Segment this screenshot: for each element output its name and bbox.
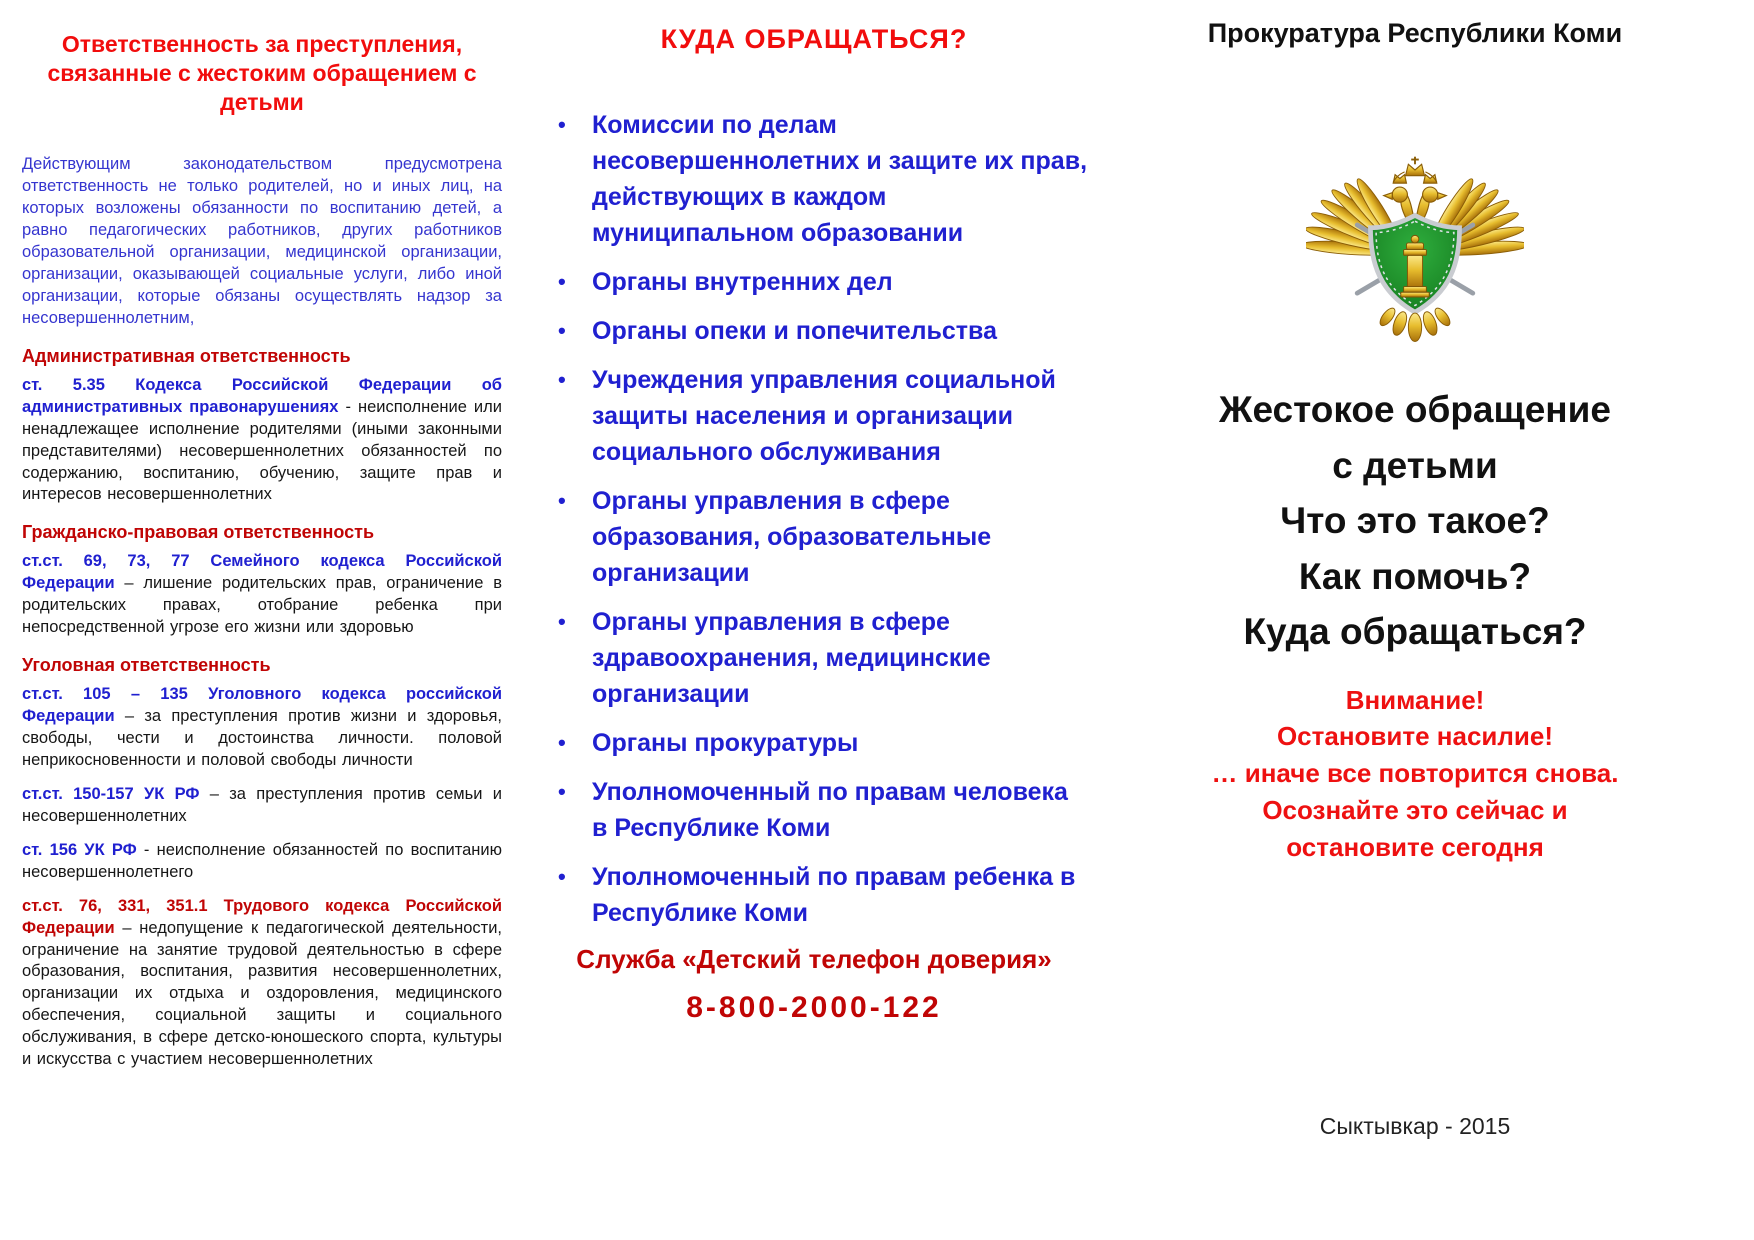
list-item <box>558 604 1090 712</box>
section-heading-civil: Гражданско-правовая ответственность <box>22 522 375 543</box>
list-item <box>558 725 1090 761</box>
article-reference: ст.ст. 105 – 135 Уголовного кодекса российской Федерации <box>22 685 502 726</box>
prosecutor-office-header: Прокуратура Республики Коми <box>1207 18 1623 48</box>
list-item <box>558 362 1090 470</box>
brochure-title <box>1095 382 1735 660</box>
imprint-city-year: Сыктывкар - 2015 <box>1319 1113 1511 1139</box>
article-reference: ст. 5.35 Кодекса Российской Федерации об административных правонарушениях <box>22 375 502 416</box>
list-item-text: Органы внутренних дел <box>592 268 893 296</box>
law-item <box>22 840 502 884</box>
list-item-text: Уполномоченный по правам человека в Республике Коми <box>592 778 1068 842</box>
law-item <box>22 784 502 828</box>
right-column <box>1095 18 1735 1218</box>
article-description: – лишение родительских прав, ограничение в родительских правах, отобрание ребенка при непосредственной угрозе его жизни или здоровью <box>22 574 502 637</box>
section-heading-criminal: Уголовная ответственность <box>22 655 271 676</box>
where-to-apply-list <box>538 107 1090 931</box>
brochure-title-line: Куда обращаться? <box>1243 611 1587 652</box>
list-item <box>558 774 1090 846</box>
list-item <box>558 483 1090 591</box>
list-item-text: Органы прокуратуры <box>592 729 859 757</box>
law-item <box>22 375 502 507</box>
middle-column <box>538 24 1090 1025</box>
prosecutor-emblem-icon <box>1095 149 1735 354</box>
list-item <box>558 859 1090 931</box>
list-item-text: Комиссии по делам несовершеннолетних и защите их прав, действующих в каждом муниципальном образовании <box>592 111 1088 247</box>
bullet-icon: • <box>558 609 566 634</box>
bullet-icon: • <box>558 269 566 294</box>
warning-line: … иначе все повторится снова. <box>1211 758 1619 789</box>
list-item <box>558 264 1090 300</box>
law-item <box>22 896 502 1072</box>
law-item <box>22 551 502 639</box>
brochure-title-line: Жестокое обращение <box>1219 389 1611 430</box>
left-column <box>22 30 502 1083</box>
bullet-icon: • <box>558 730 566 755</box>
list-item-text: Органы управления в сфере здравоохранения, медицинские организации <box>592 608 991 708</box>
hotline-label: Служба «Детский телефон доверия» <box>576 944 1052 974</box>
bullet-icon: • <box>558 112 566 137</box>
warning-line: Остановите насилие! <box>1276 721 1554 752</box>
article-reference: ст.ст. 76, 331, 351.1 Трудового кодекса Российской Федерации <box>22 896 502 937</box>
warning-line: Осознайте это сейчас и <box>1262 795 1568 826</box>
list-item <box>558 107 1090 251</box>
article-reference: ст. 156 УК РФ <box>22 840 137 859</box>
law-item <box>22 684 502 772</box>
intro-paragraph: Действующим законодательством предусмотрена ответственность не только родителей, но и иных лиц, на которых возложены обязанности по воспитанию детей, а равно педагогических работников, других работников образовательной организации, медицинской организации, организации, оказывающей социальные услуги, либо иной организации, которые обязаны осуществлять надзор за несовершеннолетним, <box>22 155 502 327</box>
article-description: - неисполнение обязанностей по воспитанию несовершеннолетнего <box>22 840 502 881</box>
brochure-title-line: с детьми <box>1332 444 1498 486</box>
article-description: – за преступления против жизни и здоровья, свободы, чести и достоинства личности. половой неприкосновенности и половой свободы личности <box>22 707 502 769</box>
bullet-icon: • <box>558 864 566 889</box>
bullet-icon: • <box>558 318 566 343</box>
warning-block <box>1095 682 1735 867</box>
hotline-phone-number: 8-800-2000-122 <box>686 991 942 1024</box>
bullet-icon: • <box>558 367 566 392</box>
list-item-text: Органы опеки и попечительства <box>592 317 997 345</box>
article-reference: ст.ст. 69, 73, 77 Семейного кодекса Российской Федерации <box>22 552 502 593</box>
list-item-text: Учреждения управления социальной защиты населения и организации социального обслуживания <box>592 366 1056 466</box>
middle-column-title: КУДА ОБРАЩАТЬСЯ? <box>660 24 968 54</box>
section-heading-administrative: Административная ответственность <box>22 345 351 366</box>
article-description: – за преступления против семьи и несовершеннолетних <box>22 784 502 825</box>
article-description: – недопущение к педагогической деятельности, ограничение на занятие трудовой деятельностью в сфере образования, воспитания, развития несовершеннолетних, организации их отдыха и оздоровления, медицинского обеспечения, социальной защиты и социального обслуживания, в сфере детско-юношеского спорта, культуры и искусства с участием несовершеннолетних <box>22 918 502 1069</box>
list-item-text: Уполномоченный по правам ребенка в Республике Коми <box>592 863 1076 927</box>
brochure-title-line: Что это такое? <box>1280 500 1550 541</box>
bullet-icon: • <box>558 779 566 804</box>
article-reference: ст.ст. 150-157 УК РФ <box>22 784 200 803</box>
list-item-text: Органы управления в сфере образования, образовательные организации <box>592 487 992 587</box>
article-description: - неисполнение или ненадлежащее исполнение родителями (иными законными представителями) несовершеннолетних обязанностей по содержанию, воспитанию, обучению, защите прав и интересов несовершеннолетних <box>22 397 502 504</box>
bullet-icon: • <box>558 488 566 513</box>
list-item <box>558 313 1090 349</box>
brochure-title-line: Как помочь? <box>1298 555 1532 597</box>
left-column-title: Ответственность за преступления, связанные с жестоким обращением с детьми <box>47 31 477 115</box>
warning-line: остановите сегодня <box>1286 832 1544 863</box>
warning-line: Внимание! <box>1345 684 1485 715</box>
